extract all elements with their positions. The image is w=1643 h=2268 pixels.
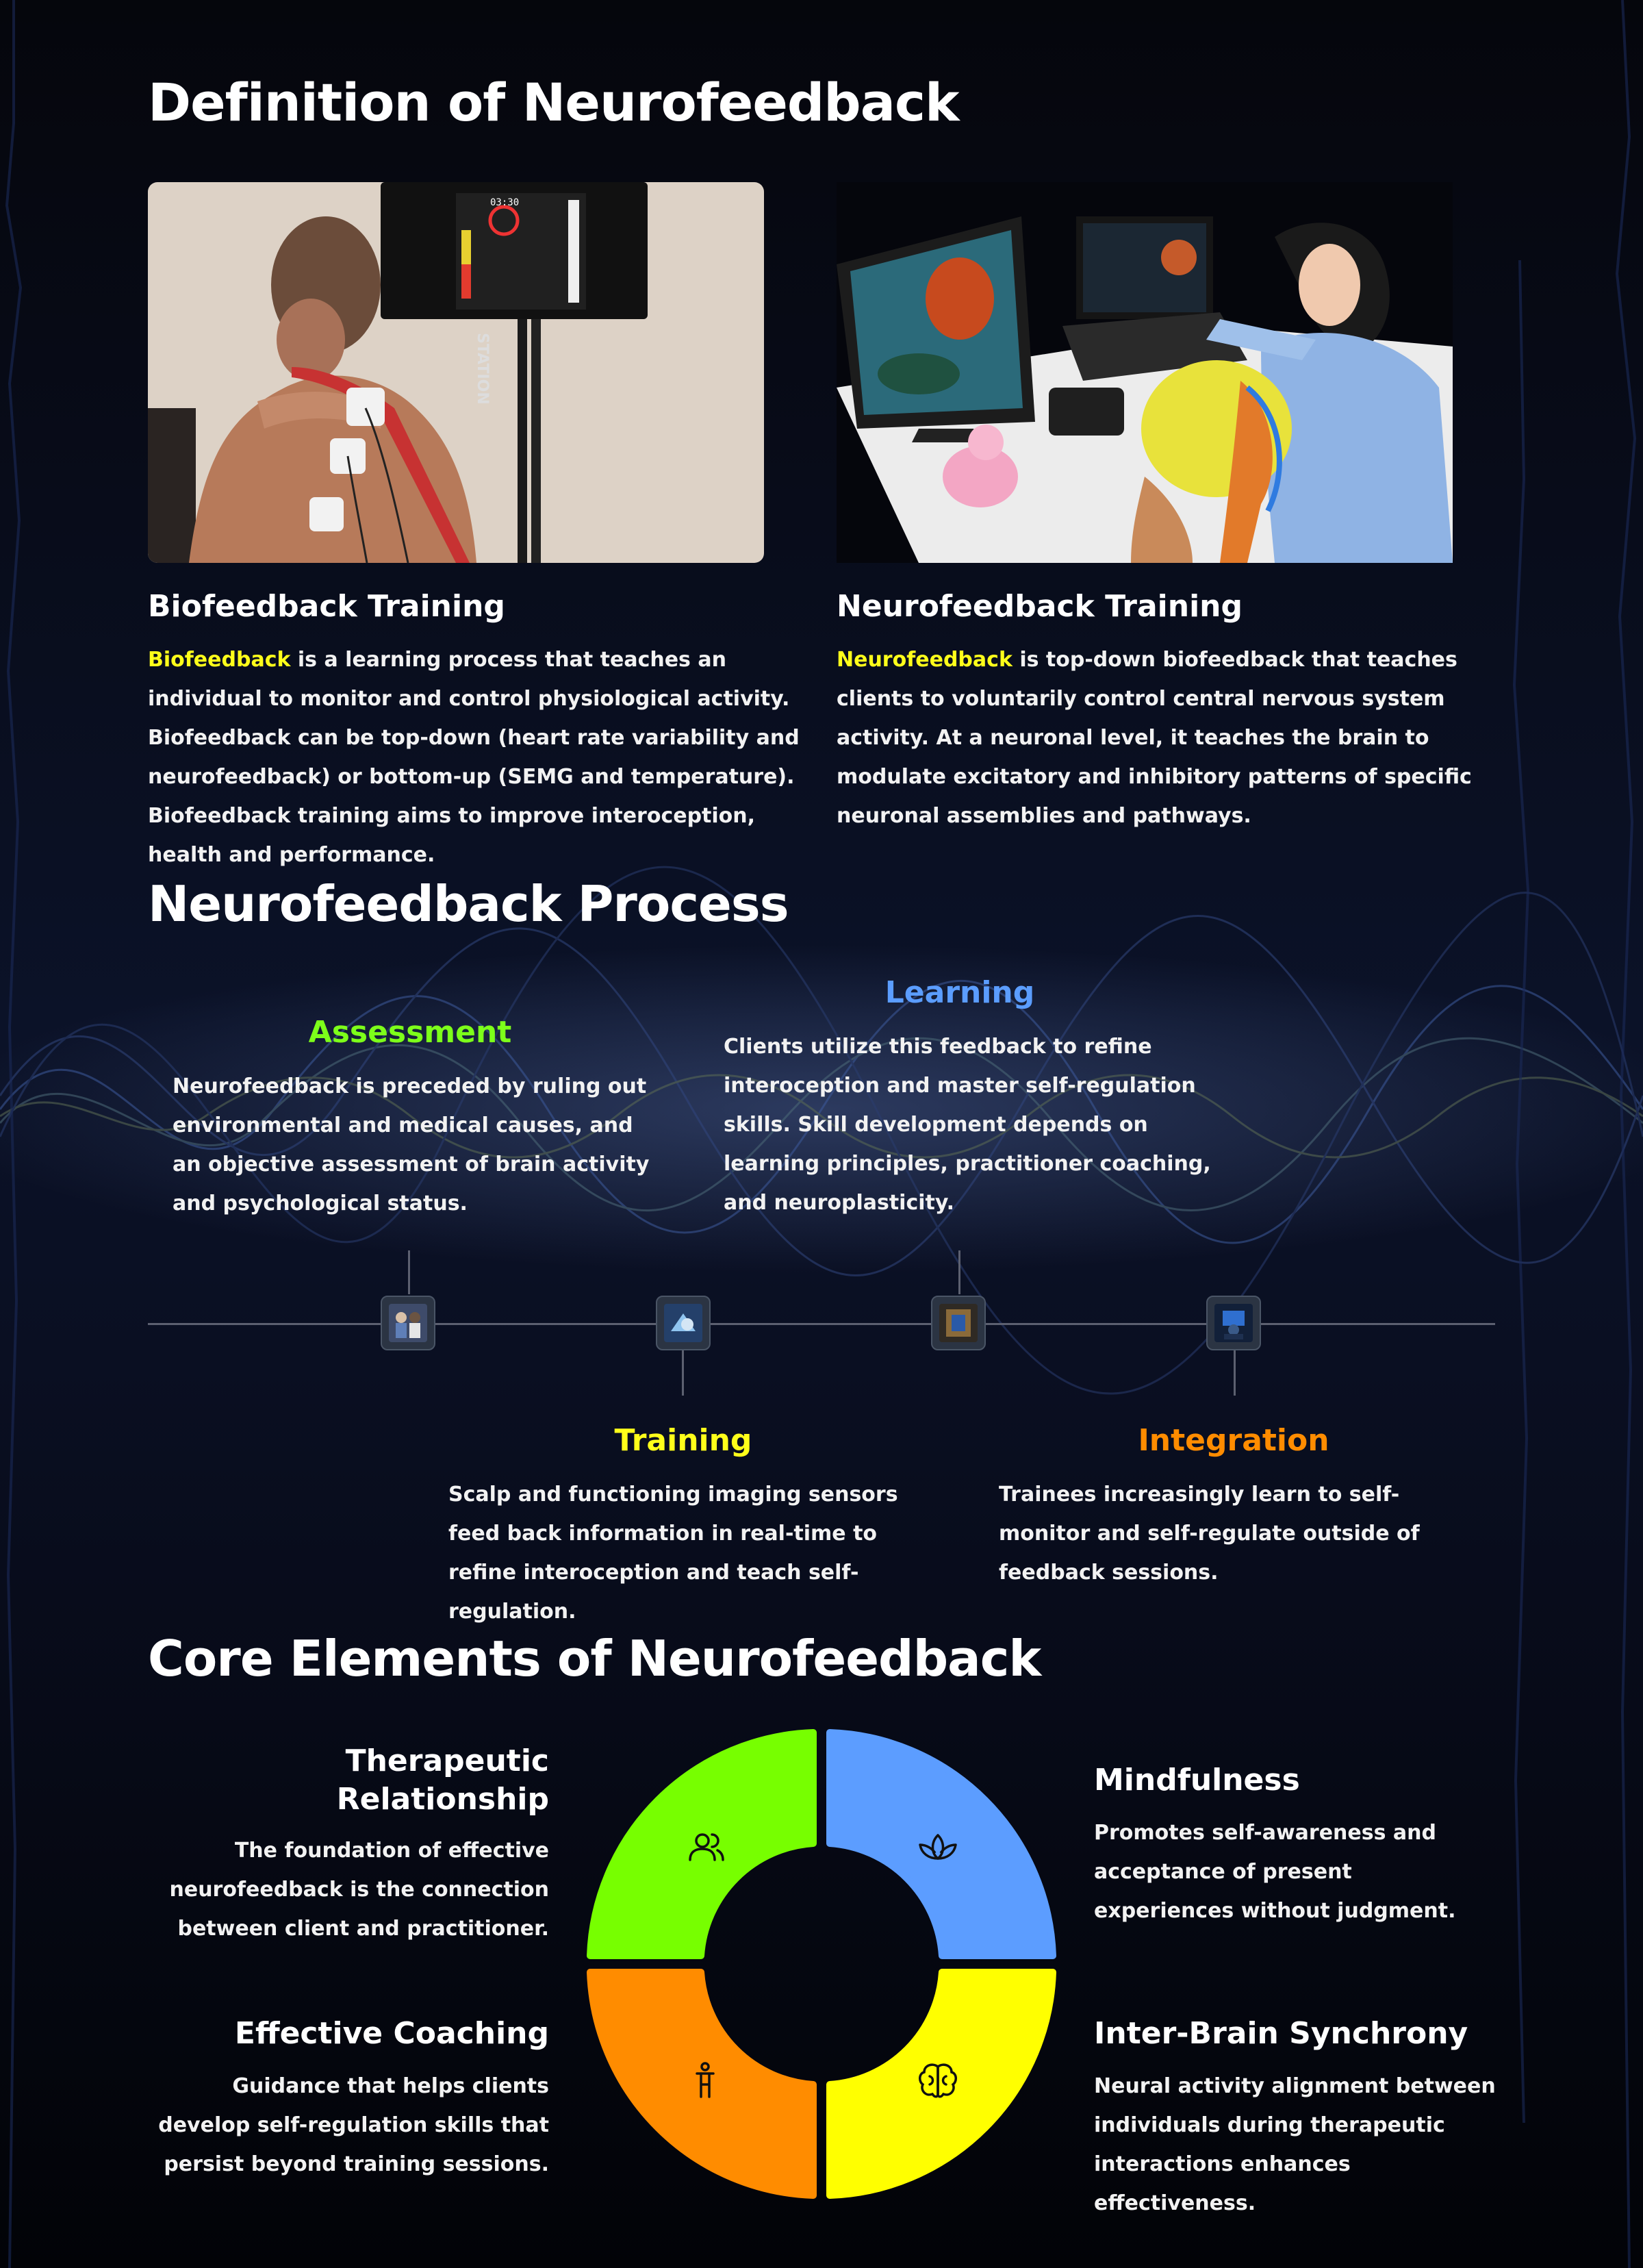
biofeedback-title: Biofeedback Training <box>148 589 505 624</box>
timeline-node-assessment[interactable] <box>381 1296 435 1350</box>
neurofeedback-description <box>837 640 1501 835</box>
element-coaching-title: Effective Coaching <box>234 2016 549 2051</box>
core-title: Core Elements of Neurofeedback <box>148 1630 1041 1687</box>
timeline-node-integration[interactable] <box>1206 1296 1261 1350</box>
process-title: Neurofeedback Process <box>148 875 789 933</box>
learning-thumbnail-icon <box>939 1304 978 1342</box>
monitor-time: 03:30 <box>490 197 520 208</box>
element-synchrony-title: Inter-Brain Synchrony <box>1094 2016 1468 2051</box>
timeline-node-learning[interactable] <box>931 1296 986 1350</box>
timeline-connector-learning <box>958 1250 960 1294</box>
neurofeedback-photo <box>837 182 1453 563</box>
timeline-connector-training <box>682 1350 684 1396</box>
timeline-line <box>148 1323 1495 1325</box>
step-assessment-title: Assessment <box>308 1015 512 1050</box>
element-therapeutic-text: The foundation of effective neurofeedback is the connection between client and practitioner. <box>169 1839 549 1941</box>
segment-therapeutic-relationship[interactable] <box>590 1732 813 1956</box>
element-coaching-text: Guidance that helps clients develop self-regulation skills that persist beyond training sessions. <box>158 2074 549 2176</box>
step-integration-title: Integration <box>1138 1423 1329 1458</box>
timeline-node-training[interactable] <box>656 1296 711 1350</box>
biofeedback-highlight: Biofeedback <box>148 648 291 672</box>
biofeedback-text: is a learning process that teaches an individual to monitor and control physiological activity. Biofeedback can be top-down (heart rate variability and neurofeedback) or bottom-up (SEMG and temperature). Biofeedback training aims to improve interoception, health and performance. <box>148 648 800 867</box>
element-therapeutic-title: Therapeutic Relationship <box>336 1743 549 1817</box>
step-learning-text: Clients utilize this feedback to refine interoception and master self-regulation skills. Skill development depends on learning principles, practitioner coaching, and neuroplasticity. <box>724 1035 1211 1215</box>
element-synchrony-text: Neural activity alignment between individuals during therapeutic interactions enhances effectiveness. <box>1094 2074 1496 2215</box>
element-mindfulness-title: Mindfulness <box>1094 1763 1300 1798</box>
integration-thumbnail-icon <box>1214 1304 1253 1342</box>
neurofeedback-title: Neurofeedback Training <box>837 589 1243 624</box>
segment-inter-brain-synchrony[interactable] <box>830 1972 1053 2195</box>
station-label: STATION <box>474 333 491 405</box>
neurofeedback-text: is top-down biofeedback that teaches clients to voluntarily control central nervous system activity. At a neuronal level, it teaches the brain to modulate excitatory and inhibitory patterns of specific neuronal assemblies and pathways. <box>837 648 1472 828</box>
timeline-connector-assessment <box>408 1250 410 1294</box>
step-learning-title: Learning <box>884 975 1035 1010</box>
segment-mindfulness[interactable] <box>830 1732 1053 1956</box>
core-elements-donut <box>583 1726 1060 2202</box>
training-thumbnail-icon <box>664 1304 702 1342</box>
element-mindfulness-text: Promotes self-awareness and acceptance of present experiences without judgment. <box>1094 1821 1456 1923</box>
biofeedback-description <box>148 640 812 874</box>
step-training-title: Training <box>614 1423 752 1458</box>
timeline-connector-integration <box>1234 1350 1236 1396</box>
biofeedback-photo <box>148 182 764 563</box>
step-training-text: Scalp and functioning imaging sensors feed back information in real-time to refine interoception and teach self-regulation. <box>448 1483 898 1624</box>
definition-title: Definition of Neurofeedback <box>148 72 959 133</box>
neurofeedback-highlight: Neurofeedback <box>837 648 1012 672</box>
step-integration-text: Trainees increasingly learn to self-monitor and self-regulate outside of feedback sessions. <box>999 1483 1420 1585</box>
assessment-thumbnail-icon <box>389 1304 427 1342</box>
step-assessment-text: Neurofeedback is preceded by ruling out environmental and medical causes, and an objective assessment of brain activity and psychological status. <box>173 1074 650 1215</box>
